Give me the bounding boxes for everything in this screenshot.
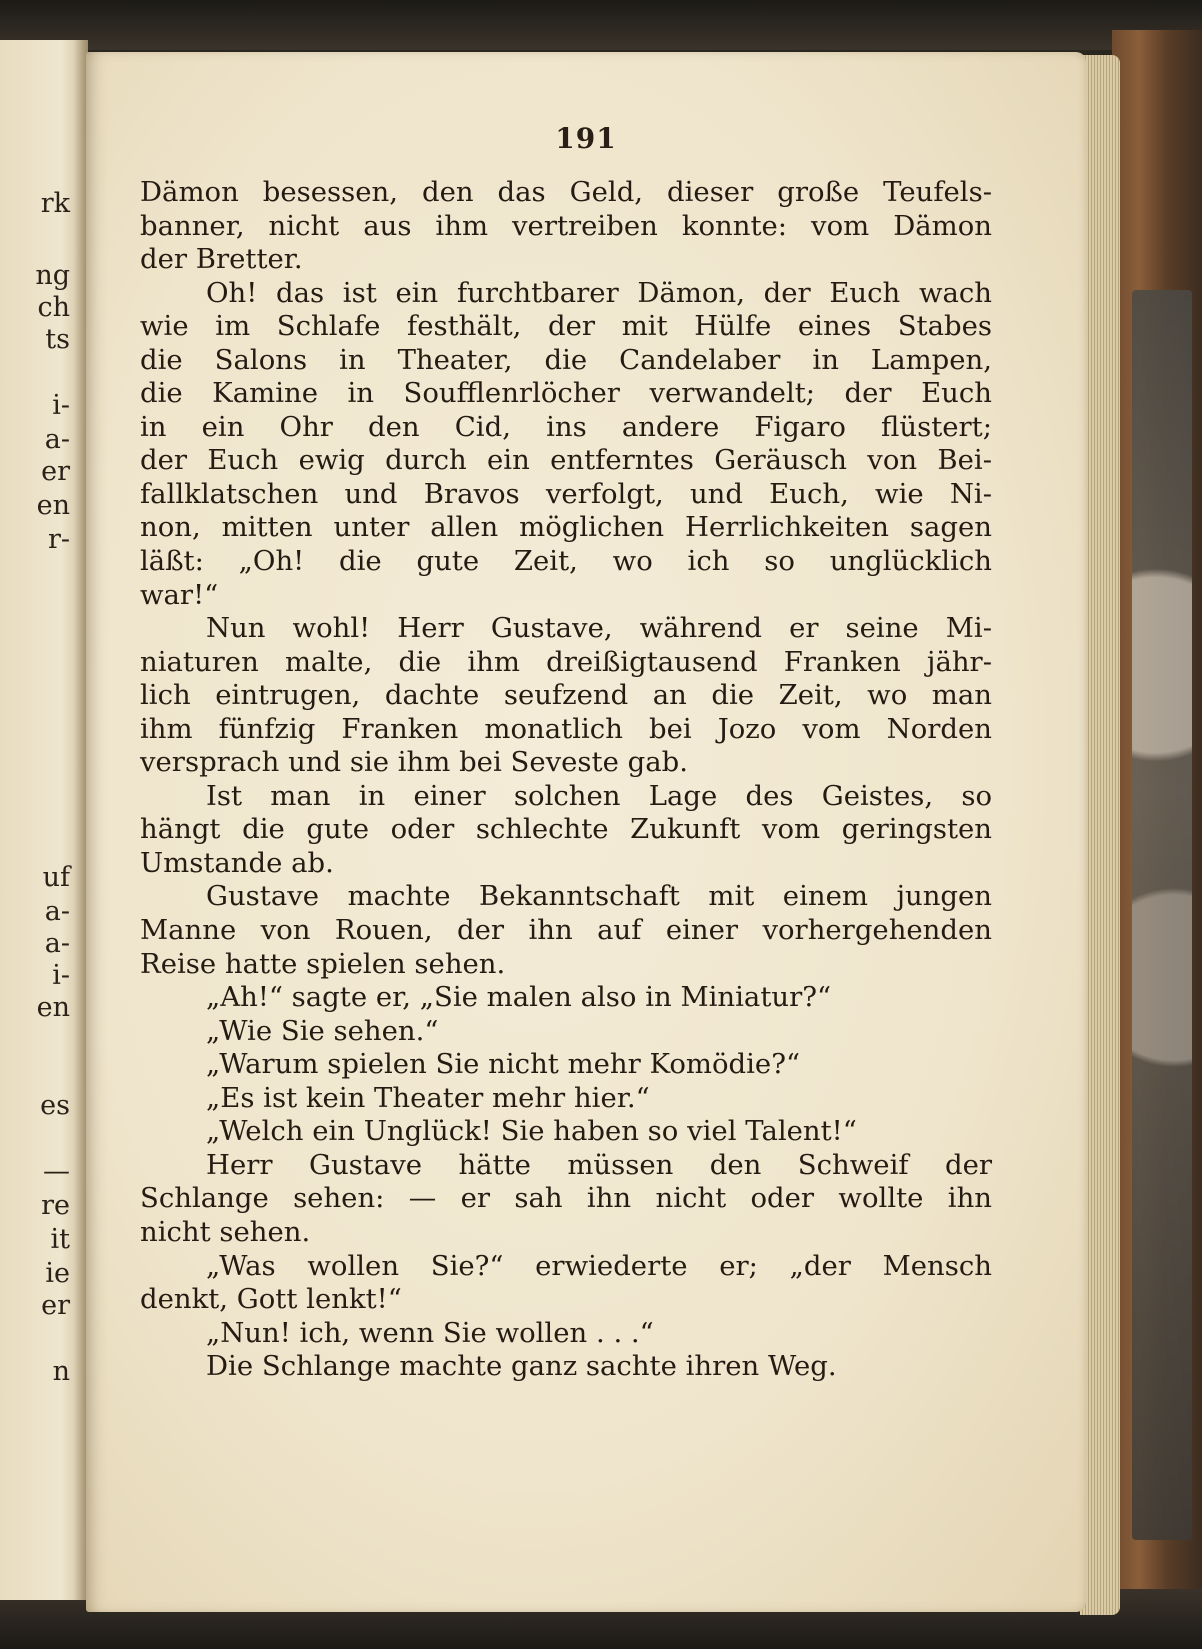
text-line: nicht sehen. bbox=[140, 1215, 311, 1248]
text-line: die Salons in Theater, die Candelaber in Lampen, bbox=[140, 343, 992, 376]
cover-marbling bbox=[1132, 290, 1192, 1540]
text-line: fallklatschen und Bravos verfolgt, und Euch, wie Ni- bbox=[140, 477, 992, 510]
text-line: niaturen malte, die ihm dreißigtausend Franken jähr- bbox=[140, 645, 992, 678]
left-page-text-fragment: n bbox=[52, 1356, 70, 1387]
text-line: wie im Schlafe festhält, der mit Hülfe eines Stabes bbox=[140, 310, 992, 343]
text-line: non, mitten unter allen möglichen Herrlichkeiten sagen bbox=[140, 511, 992, 544]
left-page-text-fragment: rk bbox=[40, 188, 70, 219]
text-line: denkt, Gott lenkt!“ bbox=[140, 1283, 402, 1316]
left-page-text-fragment: it bbox=[50, 1224, 70, 1255]
text-line: Dämon besessen, den das Geld, dieser große Teufels- bbox=[140, 176, 992, 208]
text-line: „Es ist kein Theater mehr hier.“ bbox=[206, 1081, 650, 1114]
left-page-text-fragment: i- bbox=[52, 960, 70, 991]
text-line: läßt: „Oh! die gute Zeit, wo ich so unglücklich bbox=[140, 545, 992, 578]
text-line: Umstande ab. bbox=[140, 846, 334, 879]
text-line: „Nun! ich, wenn Sie wollen . . .“ bbox=[206, 1316, 654, 1349]
left-page-text-fragment: er bbox=[41, 1290, 70, 1321]
left-page-text-fragment: a- bbox=[44, 896, 70, 927]
text-line: banner, nicht aus ihm vertreiben konnte: vom Dämon bbox=[140, 209, 992, 242]
text-line: „Welch ein Unglück! Sie haben so viel Talent!“ bbox=[206, 1115, 857, 1148]
text-line: Ist man in einer solchen Lage des Geistes, so bbox=[206, 779, 992, 812]
left-page-text-fragment: re bbox=[41, 1190, 70, 1221]
left-page-text-fragment: uf bbox=[42, 862, 70, 893]
left-page-text-fragment: r- bbox=[47, 524, 70, 555]
left-page-text-fragment: ie bbox=[45, 1258, 70, 1289]
left-page-edge bbox=[0, 40, 88, 1600]
text-line: Manne von Rouen, der ihn auf einer vorhergehenden bbox=[140, 914, 992, 947]
text-line: der Bretter. bbox=[140, 243, 303, 276]
text-line: die Kamine in Soufflenrlöcher verwandelt; der Euch bbox=[140, 377, 992, 410]
text-line: lich eintrugen, dachte seufzend an die Zeit, wo man bbox=[140, 679, 992, 712]
text-line: „Was wollen Sie?“ erwiederte er; „der Mensch bbox=[206, 1249, 992, 1282]
left-page-text-fragment: ng bbox=[35, 260, 70, 291]
right-page bbox=[86, 52, 1086, 1612]
text-line: Reise hatte spielen sehen. bbox=[140, 947, 506, 980]
left-page-text-fragment: en bbox=[36, 992, 70, 1023]
page-number: 191 bbox=[555, 122, 617, 155]
text-line: „Wie Sie sehen.“ bbox=[206, 1014, 439, 1047]
left-page-text-fragment: — bbox=[43, 1156, 70, 1187]
left-page-text-fragment: ts bbox=[45, 324, 70, 355]
text-line: „Warum spielen Sie nicht mehr Komödie?“ bbox=[206, 1048, 801, 1081]
text-line: Schlange sehen: — er sah ihn nicht oder wollte ihn bbox=[140, 1182, 992, 1215]
text-line: Nun wohl! Herr Gustave, während er seine Mi- bbox=[206, 612, 992, 645]
left-page-text-fragment: a- bbox=[44, 928, 70, 959]
book-cover-top bbox=[0, 0, 1202, 50]
text-line: Oh! das ist ein furchtbarer Dämon, der Euch wach bbox=[206, 276, 992, 309]
text-line: war!“ bbox=[140, 578, 219, 611]
text-line: Die Schlange machte ganz sachte ihren Weg. bbox=[206, 1350, 837, 1383]
body-text bbox=[140, 176, 992, 1384]
left-page-text-fragment: er bbox=[41, 456, 70, 487]
left-page-text-fragment: a- bbox=[44, 424, 70, 455]
left-page-text-fragment: ch bbox=[37, 292, 70, 323]
page-block-edges bbox=[1080, 55, 1120, 1615]
text-line: hängt die gute oder schlechte Zukunft vom geringsten bbox=[140, 813, 992, 846]
text-line: versprach und sie ihm bei Seveste gab. bbox=[140, 746, 688, 779]
text-line: ihm fünfzig Franken monatlich bei Jozo vom Norden bbox=[140, 712, 992, 745]
left-page-text-fragment: i- bbox=[52, 390, 70, 421]
left-page-text-fragment: en bbox=[36, 490, 70, 521]
text-line: in ein Ohr den Cid, ins andere Figaro flüstert; bbox=[140, 410, 992, 443]
text-line: „Ah!“ sagte er, „Sie malen also in Miniatur?“ bbox=[206, 981, 832, 1014]
book-cover-right bbox=[1112, 30, 1202, 1649]
left-page-text-fragment: es bbox=[40, 1090, 70, 1121]
text-line: Gustave machte Bekanntschaft mit einem jungen bbox=[206, 880, 992, 913]
text-line: Herr Gustave hätte müssen den Schweif der bbox=[206, 1148, 992, 1181]
text-line: der Euch ewig durch ein entferntes Geräusch von Bei- bbox=[140, 444, 992, 477]
